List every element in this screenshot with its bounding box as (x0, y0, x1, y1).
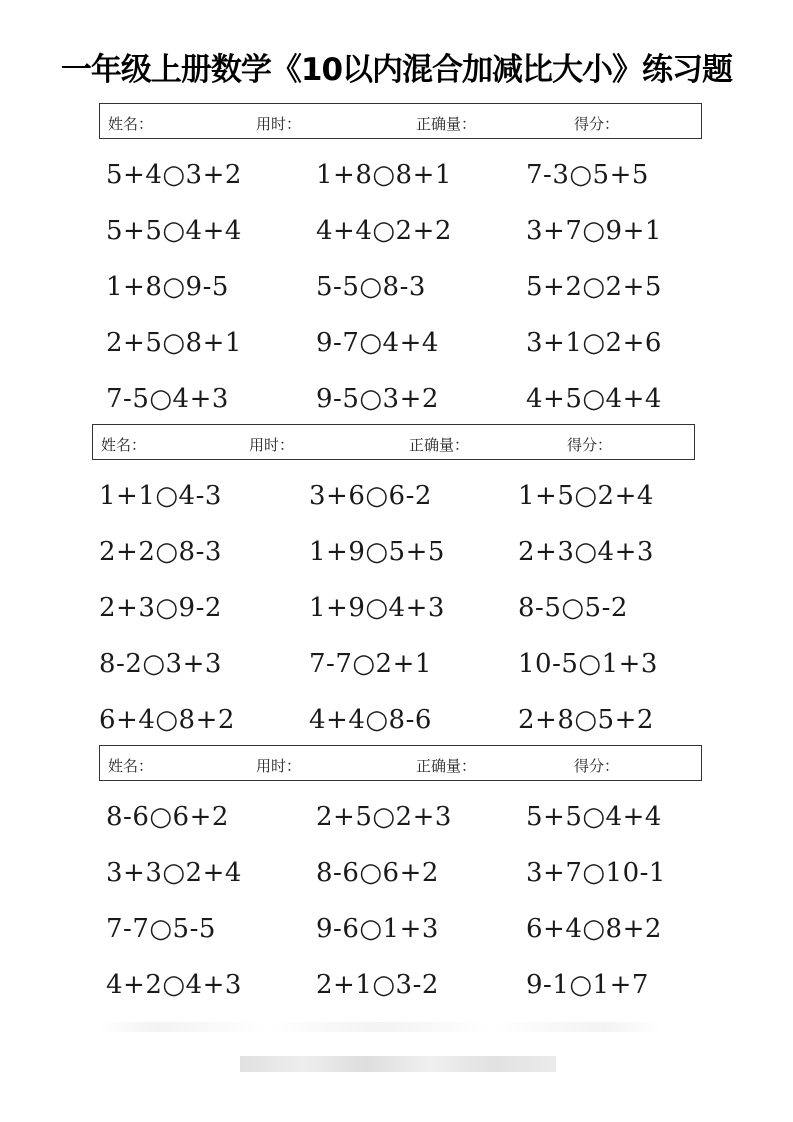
comparison-problem: 9-1○1+7 (526, 970, 649, 1000)
worksheet-title: 一年级上册数学《10以内混合加减比大小》练习题 (60, 52, 733, 88)
comparison-problem: 4+4○8-6 (309, 705, 432, 735)
comparison-problem: 6+4○8+2 (526, 914, 662, 944)
comparison-problem: 7-3○5+5 (526, 160, 649, 190)
time-label: 用时： (256, 757, 302, 775)
comparison-problem: 1+9○4+3 (309, 593, 445, 623)
comparison-problem: 8-6○6+2 (316, 858, 439, 888)
comparison-problem: 4+4○2+2 (316, 216, 452, 246)
comparison-problem: 2+5○2+3 (316, 802, 452, 832)
comparison-problem: 2+3○9-2 (99, 593, 222, 623)
comparison-problem: 7-7○2+1 (309, 649, 432, 679)
comparison-problem: 5+2○2+5 (526, 272, 662, 302)
comparison-problem: 9-6○1+3 (316, 914, 439, 944)
comparison-problem: 5-5○8-3 (316, 272, 426, 302)
comparison-problem: 3+6○6-2 (309, 481, 432, 511)
comparison-problem: 7-5○4+3 (106, 384, 229, 414)
comparison-problem: 10-5○1+3 (518, 649, 658, 679)
accuracy-label: 正确量： (416, 757, 477, 775)
comparison-problem: 8-6○6+2 (106, 802, 229, 832)
comparison-problem: 3+3○2+4 (106, 858, 242, 888)
comparison-problem: 3+1○2+6 (526, 328, 662, 358)
comparison-problem: 5+5○4+4 (106, 216, 242, 246)
score-label: 得分： (567, 436, 613, 454)
comparison-problem: 3+7○9+1 (526, 216, 662, 246)
comparison-problem: 2+3○4+3 (518, 537, 654, 567)
blurred-watermark (240, 1056, 556, 1072)
student-info-box (99, 103, 702, 139)
comparison-problem: 1+8○8+1 (316, 160, 452, 190)
accuracy-label: 正确量： (409, 436, 470, 454)
comparison-problem: 2+8○5+2 (518, 705, 654, 735)
time-label: 用时： (249, 436, 295, 454)
time-label: 用时： (256, 115, 302, 133)
comparison-problem: 6+4○8+2 (99, 705, 235, 735)
comparison-problem: 1+9○5+5 (309, 537, 445, 567)
comparison-problem: 5+5○4+4 (526, 802, 662, 832)
comparison-problem: 9-5○3+2 (316, 384, 439, 414)
name-label: 姓名： (108, 757, 154, 775)
student-info-box (92, 424, 695, 460)
comparison-problem: 2+5○8+1 (106, 328, 242, 358)
comparison-problem: 8-5○5-2 (518, 593, 628, 623)
comparison-problem: 8-2○3+3 (99, 649, 222, 679)
name-label: 姓名： (101, 436, 147, 454)
score-label: 得分： (574, 757, 620, 775)
comparison-problem: 7-7○5-5 (106, 914, 216, 944)
score-label: 得分： (574, 115, 620, 133)
comparison-problem: 2+1○3-2 (316, 970, 439, 1000)
faded-bottom-row (100, 1022, 660, 1032)
comparison-problem: 9-7○4+4 (316, 328, 439, 358)
comparison-problem: 2+2○8-3 (99, 537, 222, 567)
comparison-problem: 4+5○4+4 (526, 384, 662, 414)
comparison-problem: 1+5○2+4 (518, 481, 654, 511)
comparison-problem: 1+8○9-5 (106, 272, 229, 302)
student-info-box (99, 745, 702, 781)
comparison-problem: 5+4○3+2 (106, 160, 242, 190)
comparison-problem: 3+7○10-1 (526, 858, 666, 888)
comparison-problem: 4+2○4+3 (106, 970, 242, 1000)
comparison-problem: 1+1○4-3 (99, 481, 222, 511)
name-label: 姓名： (108, 115, 154, 133)
accuracy-label: 正确量： (416, 115, 477, 133)
